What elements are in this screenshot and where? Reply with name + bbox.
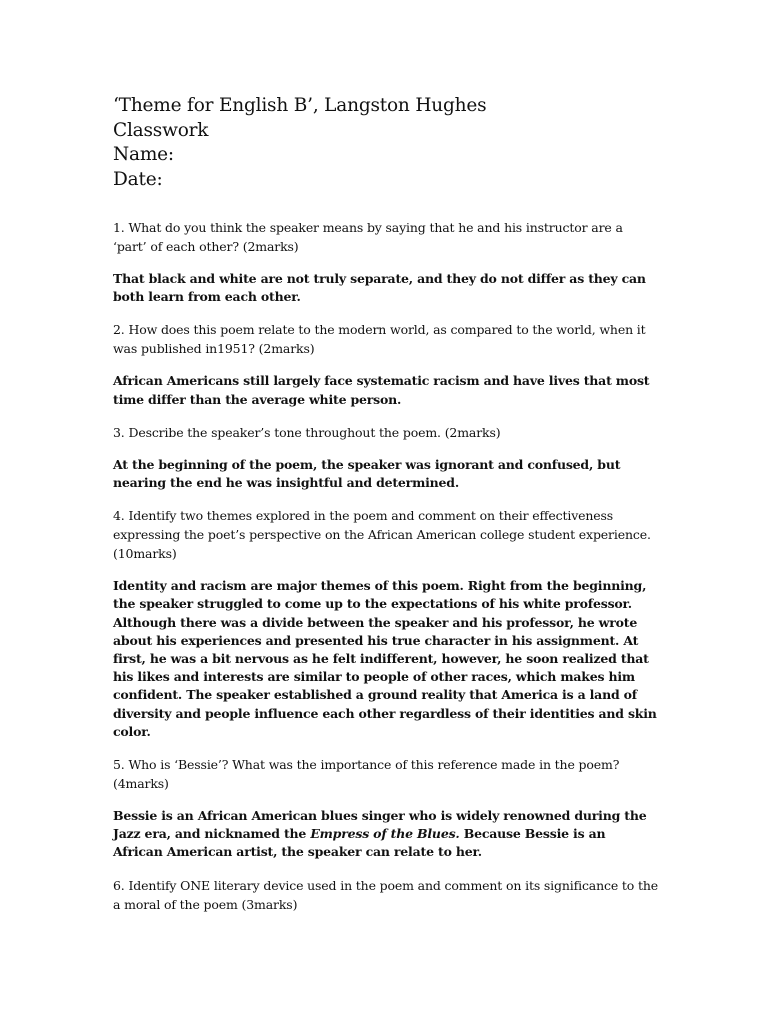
question-3: 3. Describe the speaker’s tone throughout the poem. (2marks) xyxy=(113,424,501,440)
question-5: 5. Who is ‘Bessie’? What was the importance of this reference made in the poem? (4marks) xyxy=(113,757,620,792)
question-6: 6. Identify ONE literary device used in the poem and comment on its significance to the a moral of the poem (3marks) xyxy=(113,877,659,912)
answer-2: African Americans still largely face systematic racism and have lives that most time differ than the average white person. xyxy=(113,373,650,407)
date-label: Date: xyxy=(113,168,163,190)
worksheet-header xyxy=(113,94,658,192)
question-2: 2. How does this poem relate to the modern world, as compared to the world, when it was published in1951? (2marks) xyxy=(113,322,646,357)
answer-1: That black and white are not truly separate, and they do not differ as they can both learn from each other. xyxy=(113,271,646,305)
worksheet-title: ‘Theme for English B’, Langston Hughes xyxy=(113,95,487,116)
answer-5-text-start: Bessie is an African American blues singer who is widely renowned during the Jazz era, and nicknamed the xyxy=(113,808,647,842)
answer-5 xyxy=(113,807,658,862)
answer-3: At the beginning of the poem, the speaker was ignorant and confused, but nearing the end he was insightful and determined. xyxy=(113,456,621,491)
name-label: Name: xyxy=(113,144,174,165)
answer-5-text-end: Because Bessie is an African American artist, the speaker can relate to her. xyxy=(113,826,606,860)
question-list xyxy=(113,218,658,914)
question-4: 4. Identify two themes explored in the poem and comment on their effectiveness expressing the poet’s perspective on the African American college student experience. (10marks) xyxy=(113,508,651,562)
answer-5-italic-title: Empress of the Blues. xyxy=(310,826,460,842)
worksheet-subtitle: Classwork xyxy=(113,119,209,141)
answer-4: Identity and racism are major themes of this poem. Right from the beginning, the speaker struggled to come up to the expectations of his white professor. Although there was a divide between the speaker and his professor, he wrote about his experiences and presented his true character in his assignment. At first, he was a bit nervous as he felt indifferent, however, he soon realized that his likes and interests are similar to people of other races, which makes him confident. The speaker established a ground reality that America is a land of diversity and people influence each other regardless of their identities and skin color. xyxy=(113,578,657,739)
question-1: 1. What do you think the speaker means by saying that he and his instructor are a ‘part’ of each other? (2marks) xyxy=(113,220,623,254)
worksheet-page xyxy=(113,94,658,928)
